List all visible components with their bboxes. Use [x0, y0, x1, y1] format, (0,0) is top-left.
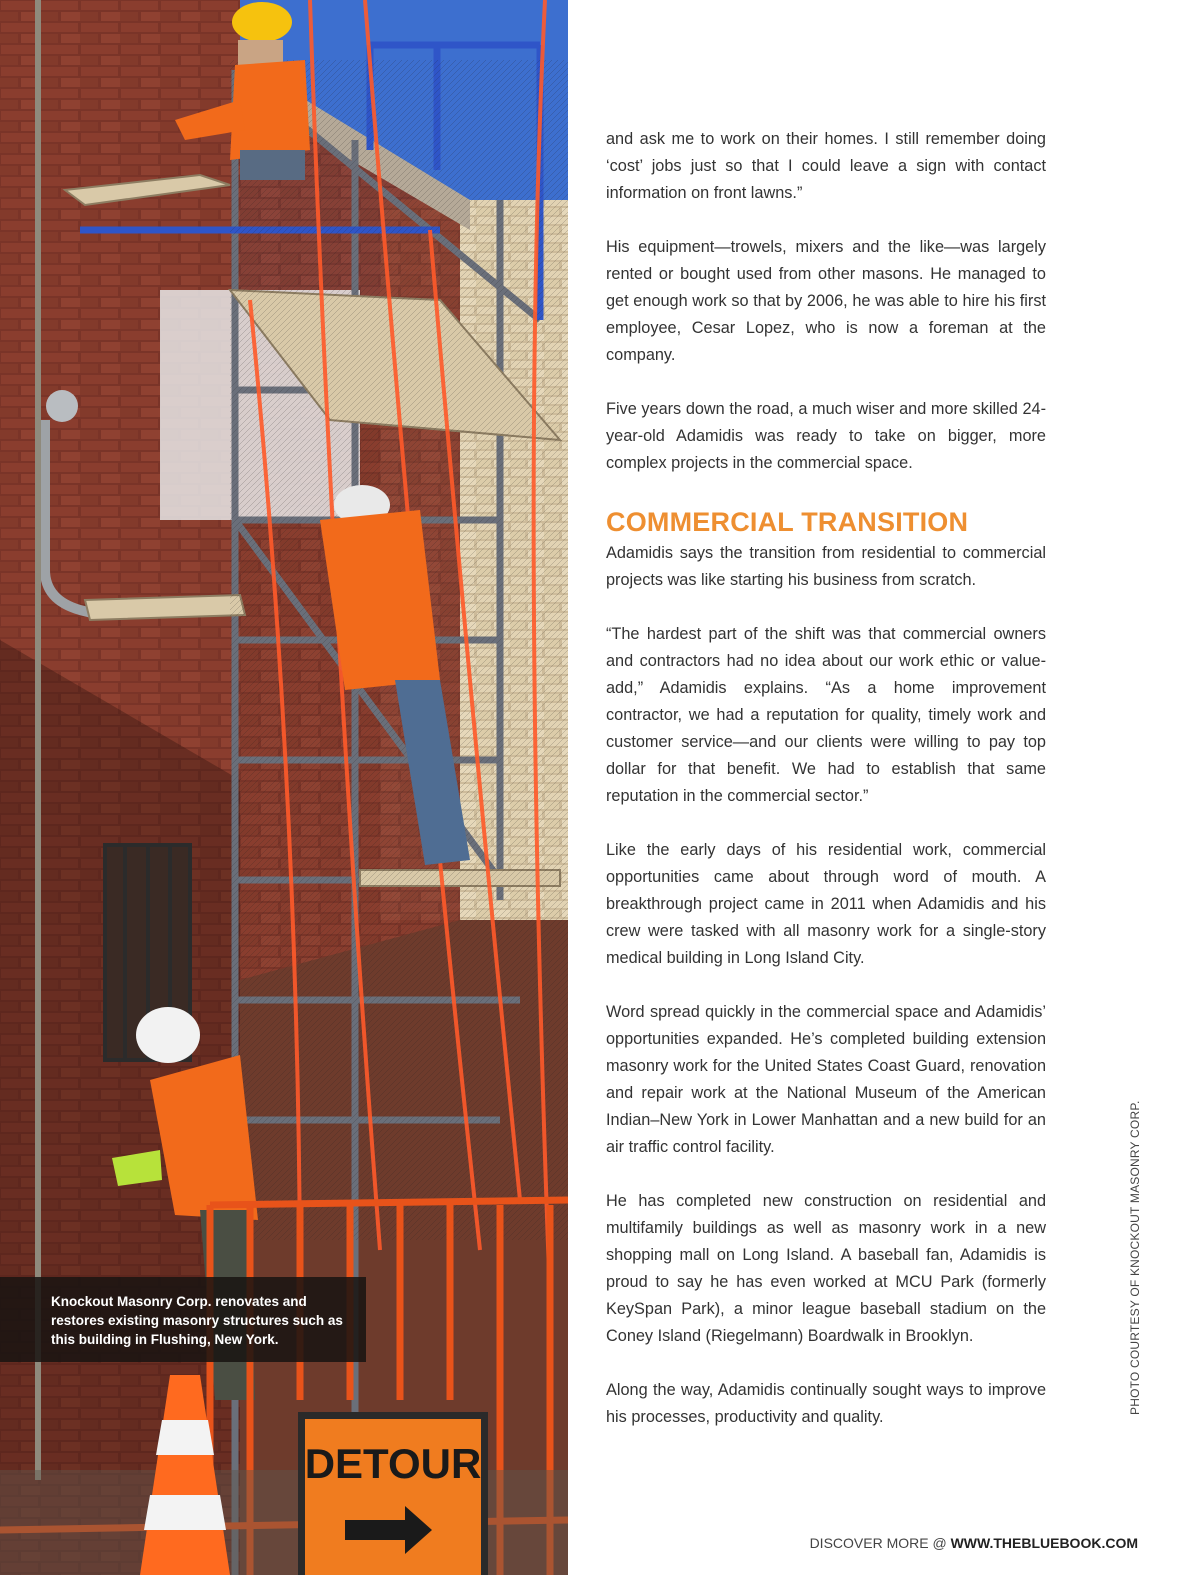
paragraph: His equipment—trowels, mixers and the like—was largely rented or bought used from other masons. He managed to get enough work so that by 2006, he was able to hire his first employee, Cesar Lopez, who is now a foreman at the company. — [606, 238, 1046, 364]
footer-link[interactable]: WWW.THEBLUEBOOK.COM — [950, 1535, 1138, 1551]
detour-sign-text: DETOUR — [304, 1440, 482, 1487]
page-footer — [810, 1535, 1138, 1551]
article-body — [606, 126, 1046, 1458]
section-heading: COMMERCIAL TRANSITION — [606, 507, 969, 537]
paragraph: and ask me to work on their homes. I still remember doing ‘cost’ jobs just so that I could leave a sign with contact information on front lawns.” — [606, 130, 1046, 202]
footer-prefix: DISCOVER MORE @ — [809, 1535, 951, 1551]
paragraph: Adamidis says the transition from residential to commercial projects was like starting his business from scratch. — [606, 544, 1046, 589]
paragraph: Like the early days of his residential work, commercial opportunities came about through word of mouth. A breakthrough project came in 2011 when Adamidis and his crew were tasked with all masonry work for a single-story medical building in Long Island City. — [606, 841, 1046, 967]
paragraph: “The hardest part of the shift was that commercial owners and contractors had no idea about our work ethic or value-add,” Adamidis explains. “As a home improvement contractor, we had a reputation for quality, timely work and customer service—and our clients were willing to pay top dollar for that benefit. We had to establish that same reputation in the commercial sector.” — [606, 625, 1046, 805]
paragraph: Along the way, Adamidis continually sought ways to improve his processes, productivity and quality. — [606, 1381, 1046, 1426]
photo-caption: Knockout Masonry Corp. renovates and restores existing masonry structures such as this building in Flushing, New York. — [0, 1277, 366, 1362]
paragraph: Word spread quickly in the commercial space and Adamidis’ opportunities expanded. He’s completed building extension masonry work for the United States Coast Guard, renovation and repair work at the National Museum of the American Indian–New York in Lower Manhattan and a new build for an air traffic control facility. — [606, 1003, 1046, 1156]
masonry-photo — [0, 0, 568, 1575]
paragraph: He has completed new construction on residential and multifamily buildings as well as masonry work in a new shopping mall on Long Island. A baseball fan, Adamidis is proud to say he has even worked at MCU Park (formerly KeySpan Park), a minor league baseball stadium on the Coney Island (Riegelmann) Boardwalk in Brooklyn. — [606, 1192, 1046, 1345]
photo-credit: PHOTO COURTESY OF KNOCKOUT MASONRY CORP. — [1128, 1100, 1142, 1415]
detour-sign — [298, 1412, 488, 1575]
paragraph: Five years down the road, a much wiser and more skilled 24-year-old Adamidis was ready to take on bigger, more complex projects in the commercial space. — [606, 400, 1046, 472]
